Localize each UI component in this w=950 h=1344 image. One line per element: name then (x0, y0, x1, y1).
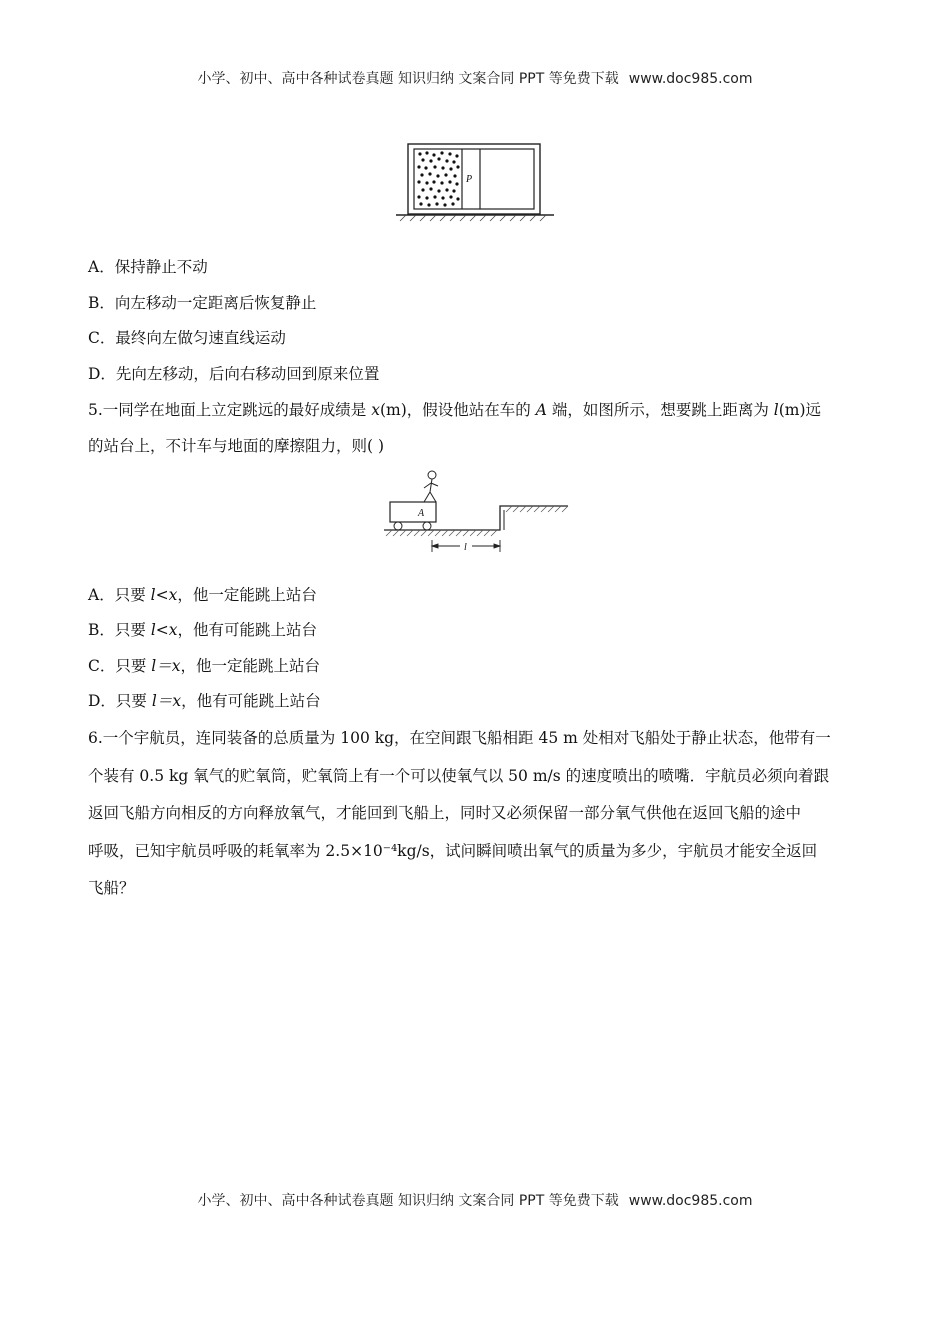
cart-platform-figure (380, 466, 576, 556)
inner-box (414, 149, 534, 209)
q4-option-b: B．向左移动一定距离后恢复静止 (88, 294, 317, 312)
q5-stem-line-1: 5.一同学在地面上立定跳远的最好成绩是 x(m)，假设他站在车的 A 端，如图所示，想要跳上距离为 l(m)远 (88, 401, 822, 419)
label-p: P (466, 174, 473, 185)
gas-box-figure (396, 140, 556, 222)
label-l: l (464, 542, 467, 553)
q5-option-c: C．只要 l＝x，他一定能跳上站台 (88, 657, 321, 675)
q4-option-a: A．保持静止不动 (88, 258, 208, 276)
footer-site: www.doc985.com (628, 1193, 753, 1209)
cart-wheel-left (394, 522, 402, 530)
label-a: A (418, 508, 425, 519)
stick-figure (424, 471, 438, 502)
q4-option-d: D．先向左移动，后向右移动回到原来位置 (88, 365, 380, 383)
ground-and-platform (384, 506, 568, 530)
q6-line-1: 6.一个宇航员，连同装备的总质量为 100 kg，在空间跟飞船相距 45 m 处相对飞船处于静止状态，他带有一 (88, 729, 831, 747)
q6-line-4: 呼吸，已知宇航员呼吸的耗氧率为 2.5×10⁻⁴kg/s，试问瞬间喷出氧气的质量为多少，宇航员才能安全返回 (88, 842, 818, 860)
q6-line-5: 飞船？ (88, 879, 135, 897)
ground-hatch (400, 215, 546, 221)
q5-option-a: A．只要 l<x，他一定能跳上站台 (88, 586, 317, 604)
q4-option-c: C．最终向左做匀速直线运动 (88, 329, 286, 347)
q6-line-3: 返回飞船方向相反的方向释放氧气，才能回到飞船上，同时又必须保留一部分氧气供他在返回飞船的途中 (88, 804, 802, 822)
page-footer (0, 1190, 950, 1210)
q5-option-b: B．只要 l<x，他有可能跳上站台 (88, 621, 318, 639)
header-text: 小学、初中、高中各种试卷真题 知识归纳 文案合同 PPT 等免费下载 (197, 71, 619, 87)
cart-body (390, 502, 436, 522)
cart-wheel-right (423, 522, 431, 530)
footer-text: 小学、初中、高中各种试卷真题 知识归纳 文案合同 PPT 等免费下载 (197, 1193, 619, 1209)
ground-hatch (386, 506, 568, 536)
outer-box (408, 144, 540, 214)
page-header (0, 68, 950, 88)
q5-option-d: D．只要 l＝x，他有可能跳上站台 (88, 692, 321, 710)
gas-dots (417, 151, 459, 206)
q6-line-2: 个装有 0.5 kg 氧气的贮氧筒，贮氧筒上有一个可以使氧气以 50 m/s 的速度喷出的喷嘴．宇航员必须向着跟 (88, 767, 830, 785)
header-site: www.doc985.com (628, 71, 753, 87)
q5-stem-line-2: 的站台上，不计车与地面的摩擦阻力，则( ) (88, 437, 385, 455)
